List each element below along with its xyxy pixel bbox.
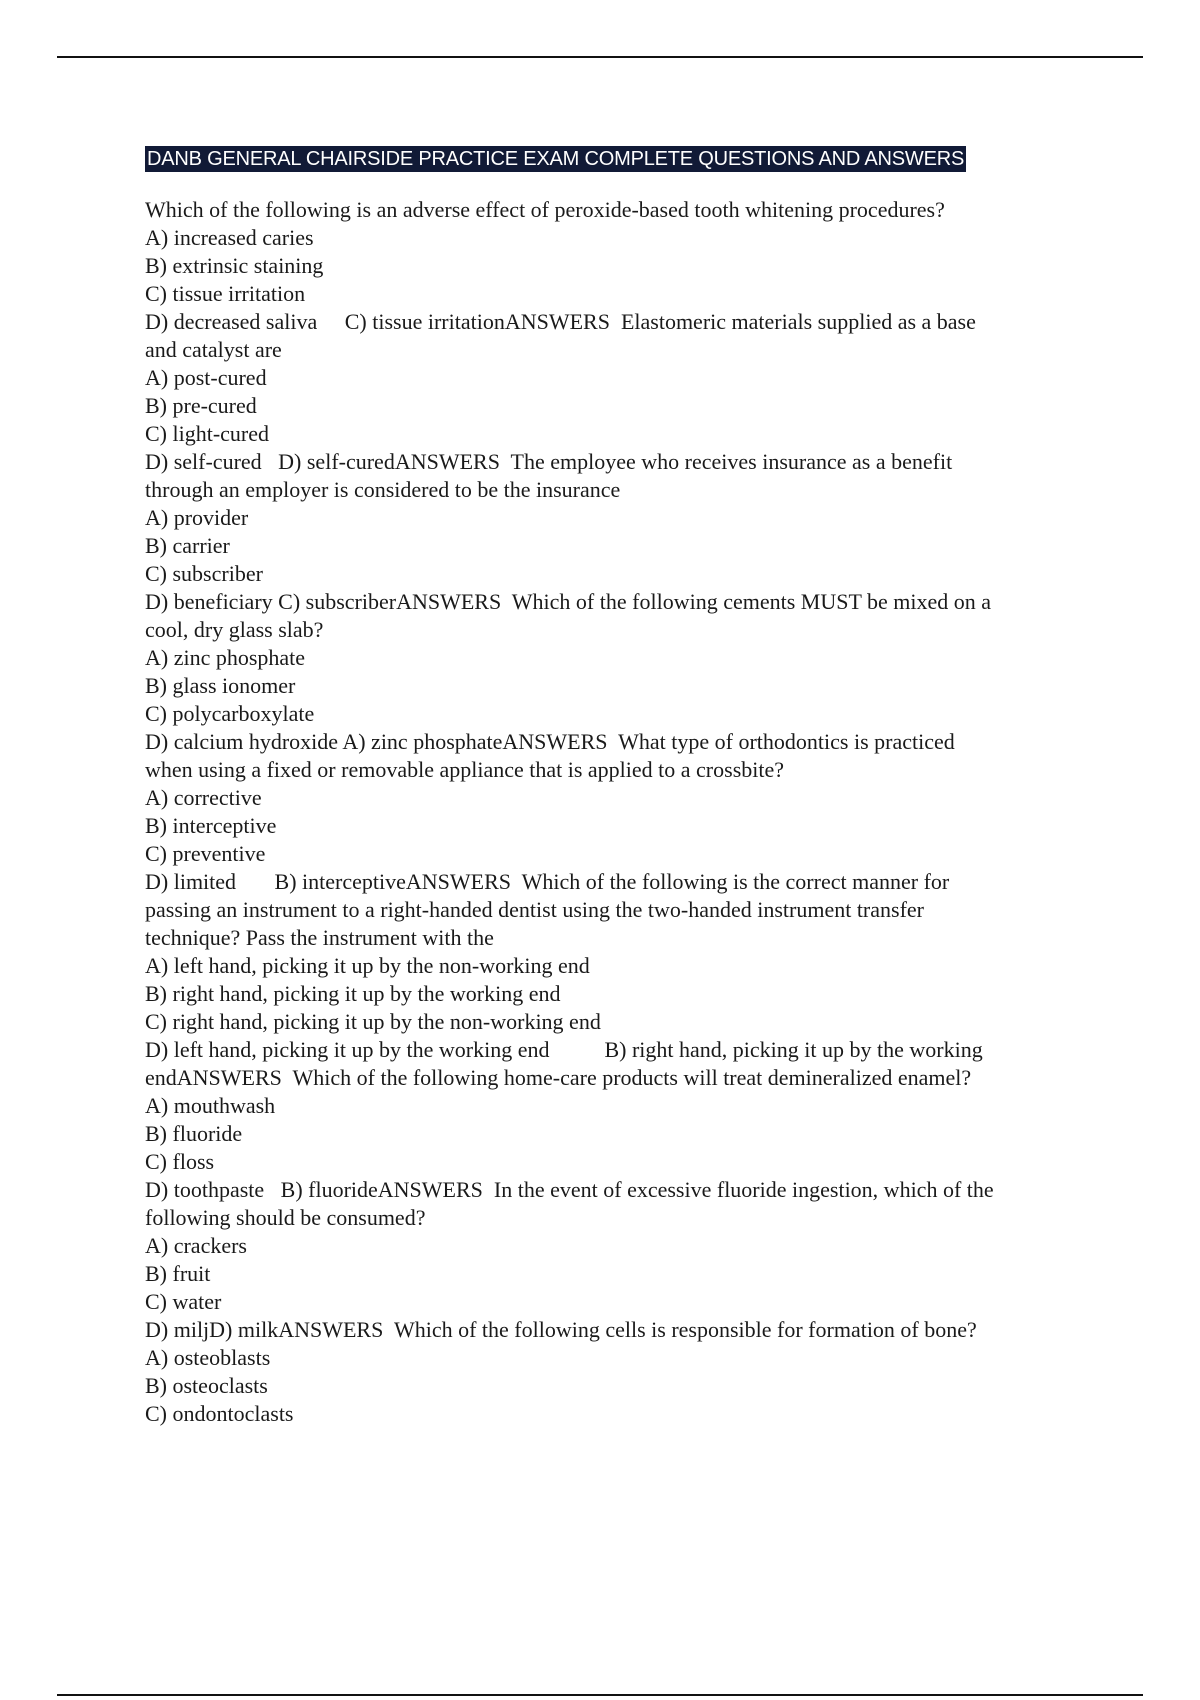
document-line: D) beneficiary C) subscriberANSWERS Which of the following cements MUST be mixed on a (145, 589, 992, 614)
document-line: C) light-cured (145, 421, 270, 446)
document-line: when using a fixed or removable appliance that is applied to a crossbite? (145, 757, 785, 782)
document-line: D) decreased saliva C) tissue irritationANSWERS Elastomeric materials supplied as a base (145, 309, 976, 334)
document-line: C) tissue irritation (145, 281, 306, 306)
document-line: B) pre-cured (145, 393, 257, 418)
document-line: B) extrinsic staining (145, 253, 324, 278)
document-line: endANSWERS Which of the following home-care products will treat demineralized enamel? (145, 1065, 972, 1090)
document-line: A) osteoblasts (145, 1345, 271, 1370)
document-line: C) floss (145, 1149, 215, 1174)
document-line: C) preventive (145, 841, 266, 866)
document-line: B) fluoride (145, 1121, 243, 1146)
document-line: B) carrier (145, 533, 230, 558)
document-line: technique? Pass the instrument with the (145, 925, 494, 950)
document-title: DANB GENERAL CHAIRSIDE PRACTICE EXAM COMPLETE QUESTIONS AND ANSWERS (147, 148, 965, 170)
document-line: cool, dry glass slab? (145, 617, 324, 642)
document-line: B) right hand, picking it up by the working end (145, 981, 561, 1006)
document-line: A) left hand, picking it up by the non-working end (145, 953, 590, 978)
document-line: and catalyst are (145, 337, 282, 362)
document-line: D) limited B) interceptiveANSWERS Which of the following is the correct manner for (145, 869, 950, 894)
header-rule (57, 56, 1143, 58)
document-line: B) fruit (145, 1261, 211, 1286)
document-line: C) water (145, 1289, 222, 1314)
document-line: following should be consumed? (145, 1205, 426, 1230)
document-line: A) zinc phosphate (145, 645, 306, 670)
document-line: A) mouthwash (145, 1093, 276, 1118)
document-body (145, 196, 1075, 1428)
document-line: C) subscriber (145, 561, 263, 586)
document-line: B) osteoclasts (145, 1373, 268, 1398)
document-line: D) left hand, picking it up by the working end B) right hand, picking it up by the working (145, 1037, 983, 1062)
document-line: B) glass ionomer (145, 673, 296, 698)
document-line: passing an instrument to a right-handed dentist using the two-handed instrument transfer (145, 897, 925, 922)
document-line: D) self-cured D) self-curedANSWERS The employee who receives insurance as a benefit (145, 449, 953, 474)
document-line: C) ondontoclasts (145, 1401, 294, 1426)
document-line: A) increased caries (145, 225, 314, 250)
document-line: D) calcium hydroxide A) zinc phosphateANSWERS What type of orthodontics is practiced (145, 729, 955, 754)
document-line: C) right hand, picking it up by the non-working end (145, 1009, 601, 1034)
document-line: A) crackers (145, 1233, 247, 1258)
document-line: A) corrective (145, 785, 262, 810)
document-line: B) interceptive (145, 813, 277, 838)
document-line: D) toothpaste B) fluorideANSWERS In the event of excessive fluoride ingestion, which of the (145, 1177, 994, 1202)
document-line: A) provider (145, 505, 249, 530)
footer-rule (57, 1694, 1143, 1696)
document-line: through an employer is considered to be the insurance (145, 477, 621, 502)
document-line: C) polycarboxylate (145, 701, 315, 726)
document-line: A) post-cured (145, 365, 267, 390)
document-line: Which of the following is an adverse effect of peroxide-based tooth whitening procedures? (145, 197, 945, 222)
document-line: D) miljD) milkANSWERS Which of the following cells is responsible for formation of bone? (145, 1317, 977, 1342)
